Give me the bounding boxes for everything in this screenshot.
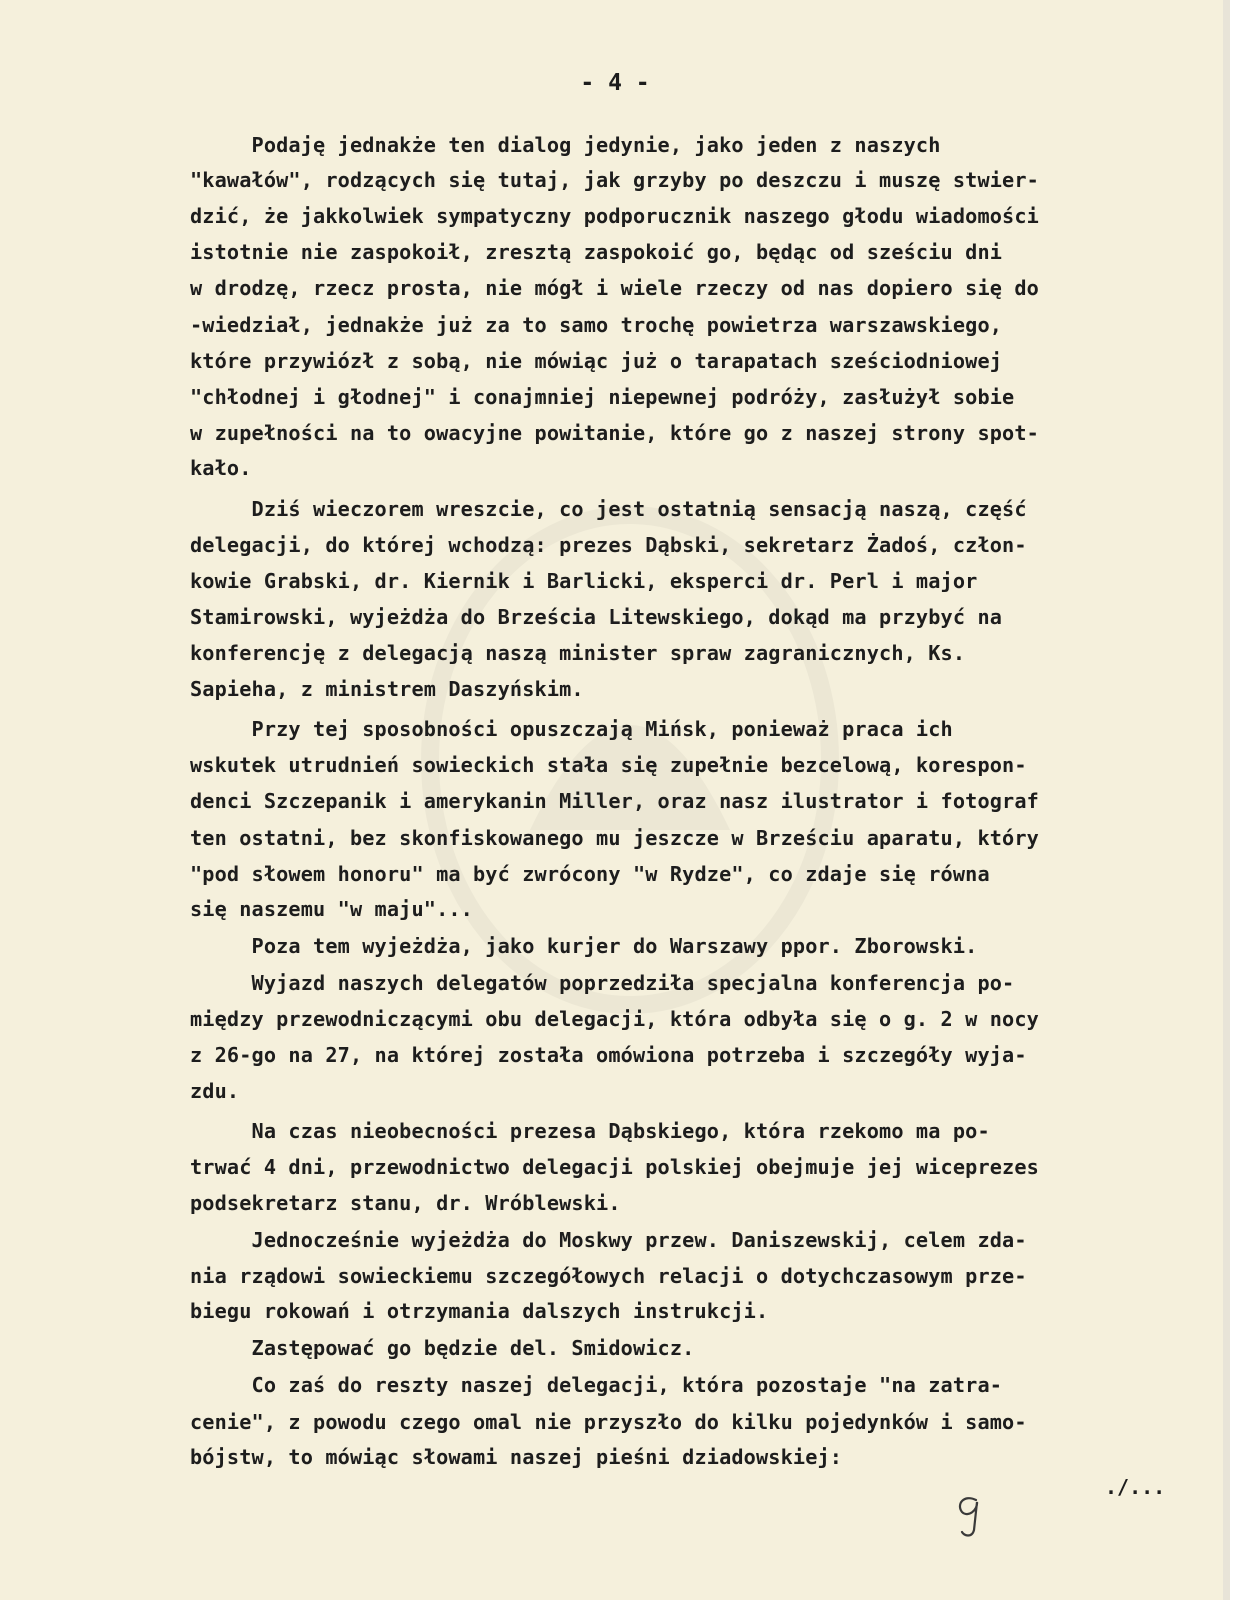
text-line: Dziś wieczorem wreszcie, co jest ostatnią sensacją naszą, część [190,497,1027,521]
text-line: Co zaś do reszty naszej delegacji, która pozostaje "na zatra- [190,1373,1003,1397]
text-line: w zupełności na to owacyjne powitanie, które go z naszej strony spot- [190,421,1039,445]
text-line: Wyjazd naszych delegatów poprzedziła specjalna konferencja po- [190,971,1015,995]
text-line: kało. [190,456,252,480]
text-line: wskutek utrudnień sowieckich stała się zupełnie bezcelową, korespon- [190,753,1027,777]
scan-edge [1223,0,1230,1600]
text-line: cenie", z powodu czego omal nie przyszło do kilku pojedynków i samo- [190,1410,1027,1434]
text-line: z 26-go na 27, na której została omówiona potrzeba i szczegóły wyja- [190,1043,1027,1067]
handwritten-mark [950,1490,990,1540]
text-line: Sapieha, z ministrem Daszyńskim. [190,677,584,701]
text-line: w drodzę, rzecz prosta, nie mógł i wiele rzeczy od nas dopiero się do [190,276,1039,300]
text-line: ten ostatni, bez skonfiskowanego mu jeszcze w Brześciu aparatu, który [190,826,1039,850]
text-line: istotnie nie zaspokoił, zresztą zaspokoić go, będąc od sześciu dni [190,240,1003,264]
text-line: "chłodnej i głodnej" i conajmniej niepewnej podróży, zasłużył sobie [190,385,1015,409]
page-number: - 4 - [580,70,650,96]
text-line: zdu. [190,1079,240,1103]
text-line: "kawałów", rodzących się tutaj, jak grzyby po deszczu i muszę stwier- [190,168,1039,192]
text-line: dzić, że jakkolwiek sympatyczny podporucznik naszego głodu wiadomości [190,204,1039,228]
continuation-mark: ./... [1105,1475,1166,1499]
text-line: Na czas nieobecności prezesa Dąbskiego, która rzekomo ma po- [190,1119,990,1143]
text-line: Jednocześnie wyjeżdża do Moskwy przew. Daniszewskij, celem zda- [190,1228,1027,1252]
text-line: między przewodniczącymi obu delegacji, która odbyła się o g. 2 w nocy [190,1007,1039,1031]
text-line: Zastępować go będzie del. Smidowicz. [190,1336,695,1360]
text-line: -wiedział, jednakże już za to samo trochę powietrza warszawskiego, [190,313,1003,337]
text-line: denci Szczepanik i amerykanin Miller, oraz nasz ilustrator i fotograf [190,789,1039,813]
text-line: nia rządowi sowieckiemu szczegółowych relacji o dotychczasowym prze- [190,1264,1027,1288]
text-line: które przywiózł z sobą, nie mówiąc już o tarapatach sześciodniowej [190,349,1003,373]
text-line: delegacji, do której wchodzą: prezes Dąbski, sekretarz Żadoś, człon- [190,533,1027,557]
text-line: kowie Grabski, dr. Kiernik i Barlicki, eksperci dr. Perl i major [190,569,978,593]
text-line: "pod słowem honoru" ma być zwrócony "w Rydze", co zdaje się równa [190,862,990,886]
text-line: biegu rokowań i otrzymania dalszych instrukcji. [190,1299,769,1323]
text-line: podsekretarz stanu, dr. Wróblewski. [190,1191,621,1215]
text-line: Podaję jednakże ten dialog jedynie, jako jeden z naszych [190,133,941,157]
text-line: Stamirowski, wyjeżdża do Brześcia Litewskiego, dokąd ma przybyć na [190,605,1003,629]
text-line: bójstw, to mówiąc słowami naszej pieśni dziadowskiej: [190,1445,843,1469]
text-line: Przy tej sposobności opuszczają Mińsk, ponieważ praca ich [190,717,953,741]
text-line: trwać 4 dni, przewodnictwo delegacji polskiej obejmuje jej wiceprezes [190,1155,1039,1179]
text-line: Poza tem wyjeżdża, jako kurjer do Warszawy ppor. Zborowski. [190,934,978,958]
text-line: konferencję z delegacją naszą minister spraw zagranicznych, Ks. [190,641,966,665]
text-line: się naszemu "w maju"... [190,897,473,921]
